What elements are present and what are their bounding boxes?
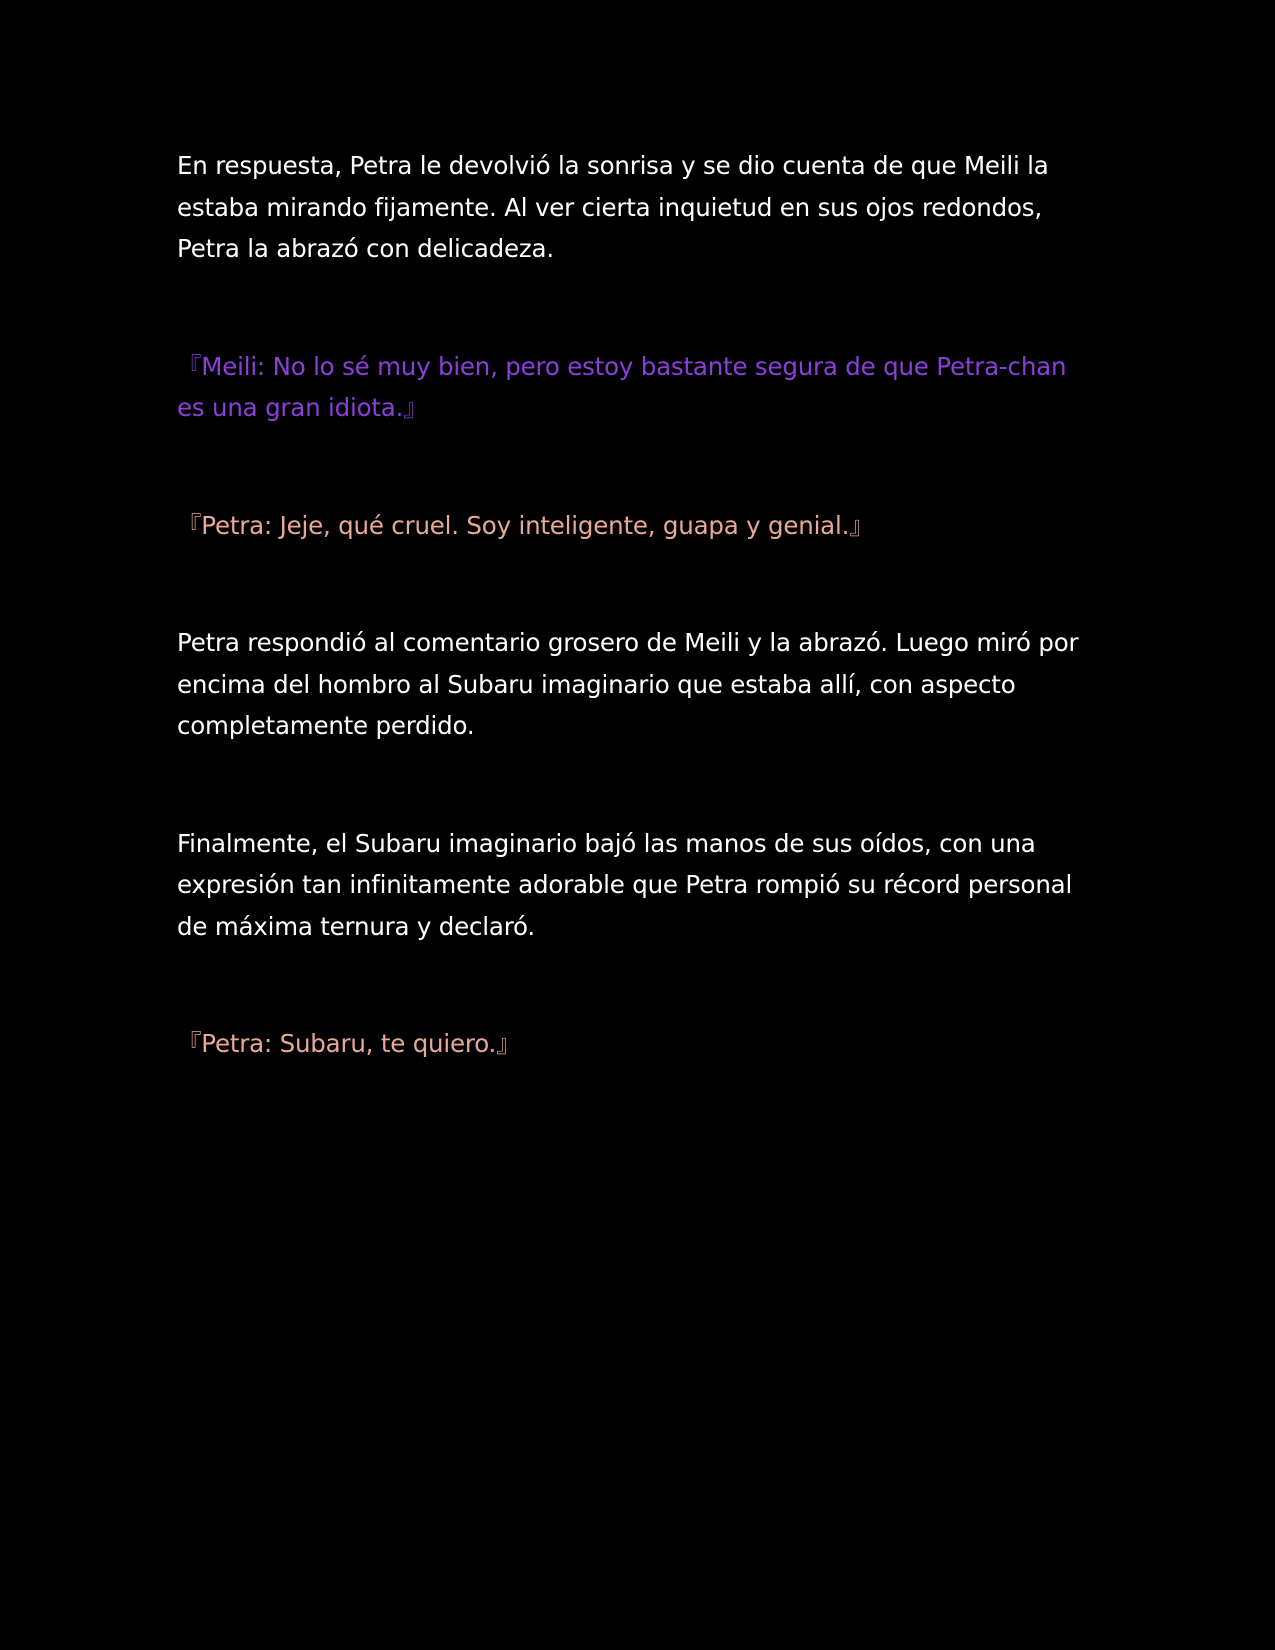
narration-paragraph-1: En respuesta, Petra le devolvió la sonrisa y se dio cuenta de que Meili la estaba mirando fijamente. Al ver cierta inquietud en sus ojos redondos, Petra la abrazó con delicadeza. — [177, 151, 1049, 263]
dialogue-petra-2: 『Petra: Subaru, te quiero.』 — [177, 1029, 521, 1058]
dialogue-petra-1: 『Petra: Jeje, qué cruel. Soy inteligente, guapa y genial.』 — [177, 510, 874, 540]
text-column — [177, 145, 1097, 1065]
dialogue-meili-1: 『Meili: No lo sé muy bien, pero estoy bastante segura de que Petra-chan es una gran idiota.』 — [177, 351, 1067, 422]
narration-paragraph-3: Finalmente, el Subaru imaginario bajó las manos de sus oídos, con una expresión tan infinitamente adorable que Petra rompió su récord personal de máxima ternura y declaró. — [177, 828, 1073, 941]
narration-paragraph-2: Petra respondió al comentario grosero de Meili y la abrazó. Luego miró por encima del hombro al Subaru imaginario que estaba allí, con aspecto completamente perdido. — [177, 628, 1079, 740]
